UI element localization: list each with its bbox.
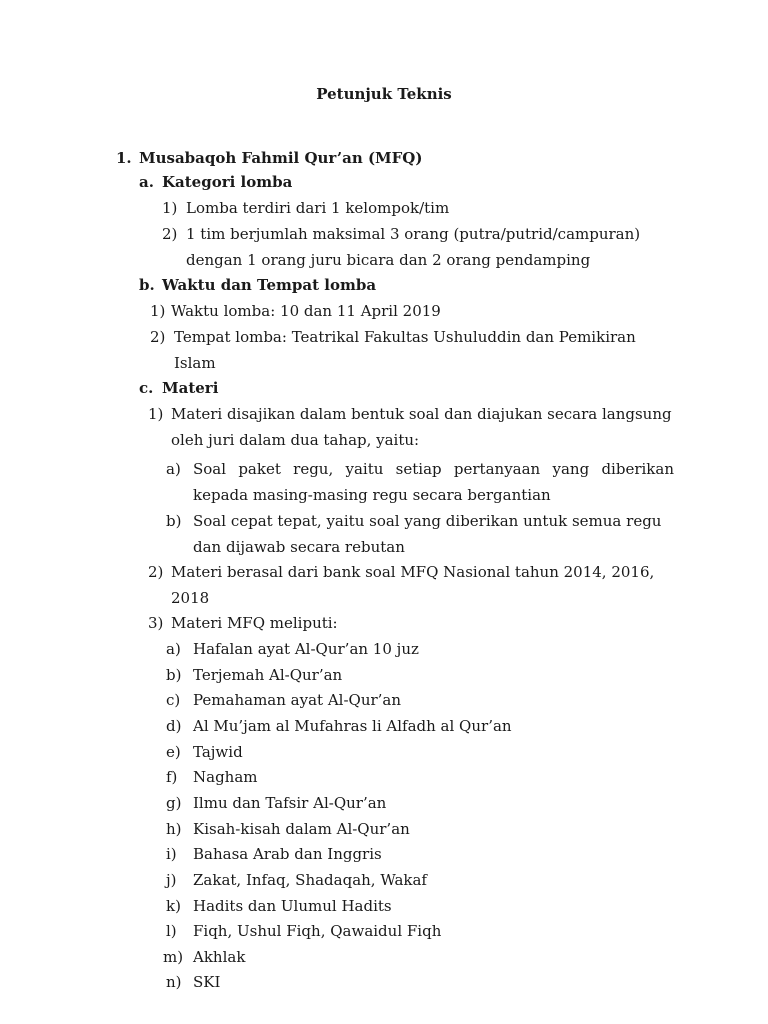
list-number: 2) [162,225,178,243]
subsection-heading-c: Materi [162,379,219,397]
sublist-item-text: Bahasa Arab dan Inggris [193,845,382,863]
sublist-letter: j) [166,871,177,889]
sublist-letter: n) [166,973,182,991]
sublist-item-text: Akhlak [193,948,246,966]
sublist-item-text: Zakat, Infaq, Shadaqah, Wakaf [193,871,427,889]
list-item-text-cont: oleh juri dalam dua tahap, yaitu: [171,431,420,449]
sublist-item-text: Hafalan ayat Al-Qur’an 10 juz [193,640,419,658]
sublist-item-text: Kisah-kisah dalam Al-Qur’an [193,820,410,838]
list-number: 1) [150,302,166,320]
list-item-text: 1 tim berjumlah maksimal 3 orang (putra/putrid/campuran) [186,225,641,243]
sublist-letter: h) [166,820,182,838]
list-number: 2) [150,328,166,346]
sublist-item-text-cont: kepada masing-masing regu secara bergantian [193,486,551,504]
page-title: Petunjuk Teknis [316,85,452,103]
sublist-letter: d) [166,717,182,735]
list-item-text: Materi berasal dari bank soal MFQ Nasional tahun 2014, 2016, [171,563,655,581]
list-item-text-cont: dengan 1 orang juru bicara dan 2 orang pendamping [186,251,591,269]
subsection-heading-a: Kategori lomba [162,173,293,191]
sublist-item-text: Soal paket regu, yaitu setiap pertanyaan yang diberikan [193,460,674,478]
list-item-text: Lomba terdiri dari 1 kelompok/tim [186,199,450,217]
sublist-item-text: Tajwid [193,743,243,761]
section-number: 1. [116,149,132,167]
list-number: 2) [148,563,164,581]
sublist-item-text: Soal cepat tepat, yaitu soal yang diberikan untuk semua regu [193,512,662,530]
list-item-text: Tempat lomba: Teatrikal Fakultas Ushuluddin dan Pemikiran [174,328,636,346]
sublist-letter: g) [166,794,182,812]
sublist-letter: l) [166,922,177,940]
sublist-item-text: SKI [193,973,221,991]
sublist-item-text: Hadits dan Ulumul Hadits [193,897,392,915]
sublist-letter: f) [166,768,178,786]
list-item-text-cont: 2018 [171,589,210,607]
sublist-letter: e) [166,743,181,761]
sublist-letter: b) [166,512,182,530]
sublist-item-text: Nagham [193,768,258,786]
sublist-item-text: Ilmu dan Tafsir Al-Qur’an [193,794,387,812]
sublist-letter: c) [166,691,181,709]
list-item-text: Waktu lomba: 10 dan 11 April 2019 [171,302,441,320]
sublist-letter: i) [166,845,177,863]
list-item-text: Materi MFQ meliputi: [171,614,338,632]
list-item-text: Materi disajikan dalam bentuk soal dan diajukan secara langsung [171,405,672,423]
subsection-label-a: a. [139,173,154,191]
subsection-heading-b: Waktu dan Tempat lomba [162,276,377,294]
list-item-text-cont: Islam [174,354,216,372]
list-number: 1) [162,199,178,217]
sublist-letter: a) [166,460,181,478]
sublist-letter: m) [163,948,184,966]
sublist-item-text: Fiqh, Ushul Fiqh, Qawaidul Fiqh [193,922,442,940]
sublist-item-text: Terjemah Al-Qur’an [193,666,343,684]
subsection-label-b: b. [139,276,155,294]
list-number: 3) [148,614,164,632]
section-heading: Musabaqoh Fahmil Qur’an (MFQ) [139,149,423,167]
sublist-letter: b) [166,666,182,684]
sublist-item-text-cont: dan dijawab secara rebutan [193,538,405,556]
sublist-item-text: Al Mu’jam al Mufahras li Alfadh al Qur’an [193,717,512,735]
sublist-item-text: Pemahaman ayat Al-Qur’an [193,691,402,709]
subsection-label-c: c. [139,379,154,397]
list-number: 1) [148,405,164,423]
sublist-letter: k) [166,897,181,915]
sublist-letter: a) [166,640,181,658]
